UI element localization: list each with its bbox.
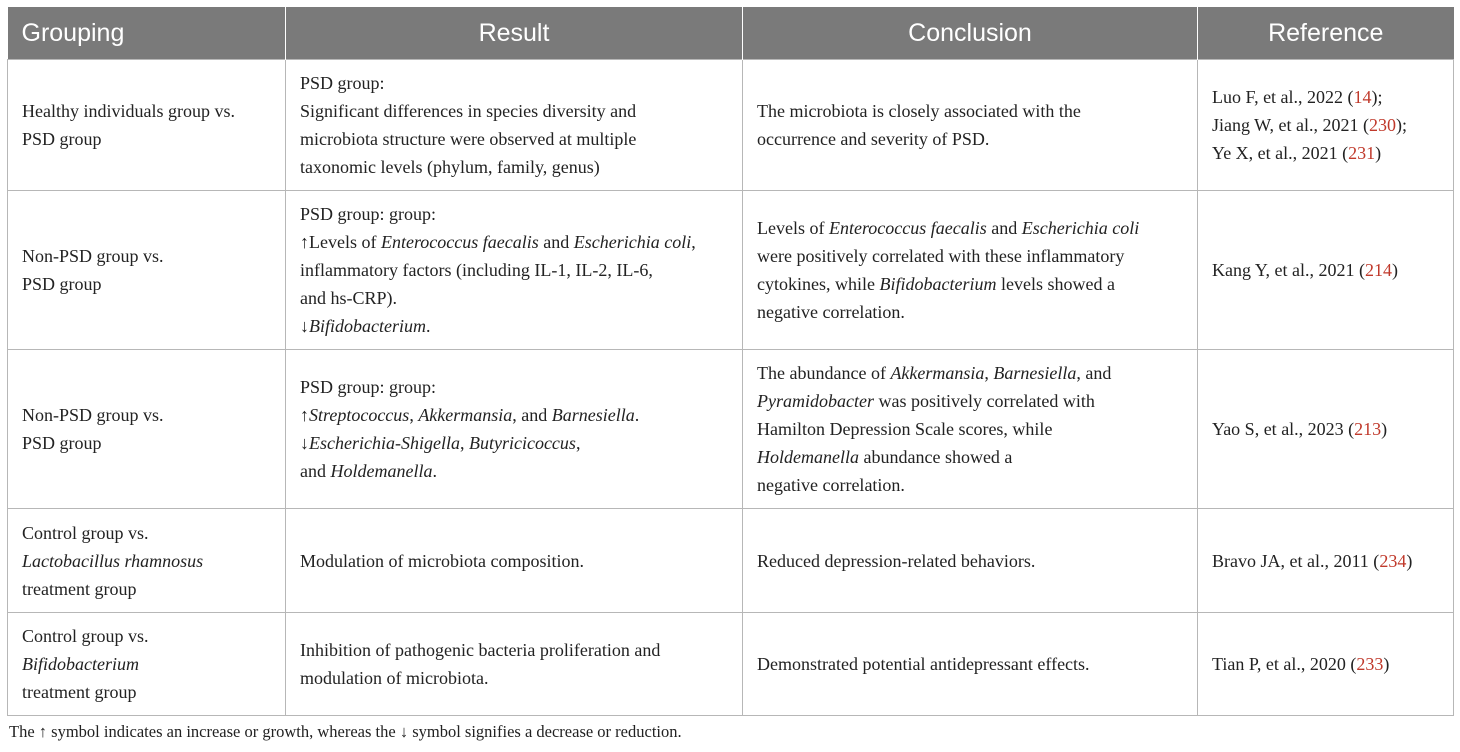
text-segment: ); <box>1371 87 1383 107</box>
cell-line <box>757 359 1185 387</box>
cell-line <box>22 519 273 547</box>
text-segment: The abundance of <box>757 363 891 383</box>
text-segment: PSD group <box>22 274 102 294</box>
text-segment: ) <box>1375 143 1382 163</box>
italic-taxon: Escherichia-Shigella <box>309 433 460 453</box>
cell-grouping <box>8 350 286 509</box>
text-segment: cytokines, while <box>757 274 880 294</box>
cell-conclusion <box>743 60 1198 191</box>
text-segment: Demonstrated potential antidepressant effects. <box>757 654 1090 674</box>
cell-result <box>286 613 743 716</box>
header-row <box>8 7 1454 60</box>
text-segment: Jiang W, et al., 2021 ( <box>1212 115 1369 135</box>
cell-line <box>1212 256 1441 284</box>
text-segment: ↓ <box>300 316 309 336</box>
text-segment: Kang Y, et al., 2021 ( <box>1212 260 1365 280</box>
table-row <box>8 191 1454 350</box>
cell-grouping <box>8 191 286 350</box>
cell-reference <box>1198 509 1454 613</box>
cell-line <box>22 547 273 575</box>
table-row <box>8 350 1454 509</box>
cell-line <box>757 298 1185 326</box>
text-segment: PSD group: group: <box>300 377 437 397</box>
text-segment: Non-PSD group vs. <box>22 405 164 425</box>
reference-number-link[interactable]: 14 <box>1353 87 1372 107</box>
cell-line <box>300 312 730 340</box>
text-segment: modulation of microbiota. <box>300 668 489 688</box>
italic-taxon: Enterococcus faecalis <box>828 218 987 238</box>
text-segment: inflammatory factors (including IL-1, IL-2, IL-6, <box>300 260 653 280</box>
table-row <box>8 509 1454 613</box>
italic-taxon: Bifidobacterium <box>309 316 426 336</box>
italic-taxon: Streptococcus <box>309 405 410 425</box>
cell-reference <box>1198 191 1454 350</box>
text-segment: levels showed a <box>996 274 1115 294</box>
text-segment: negative correlation. <box>757 475 905 495</box>
header-grouping: Grouping <box>8 7 286 60</box>
italic-taxon: Holdemanella <box>330 461 433 481</box>
cell-line <box>300 429 730 457</box>
text-segment: negative correlation. <box>757 302 905 322</box>
cell-line <box>22 125 273 153</box>
cell-conclusion <box>743 613 1198 716</box>
cell-line <box>300 373 730 401</box>
text-segment: PSD group <box>22 433 102 453</box>
text-segment: and <box>300 461 331 481</box>
italic-taxon: Bifidobacterium <box>879 274 997 294</box>
text-segment: treatment group <box>22 578 137 599</box>
text-segment: PSD group: <box>300 73 385 93</box>
text-segment: were positively correlated with these inflammatory <box>757 246 1125 266</box>
text-segment: Yao S, et al., 2023 ( <box>1212 419 1355 439</box>
cell-line <box>757 471 1185 499</box>
text-segment: and hs-CRP). <box>300 288 398 308</box>
cell-line <box>757 97 1185 125</box>
italic-taxon: Lactobacillus rhamnosus <box>22 550 204 571</box>
text-segment: , <box>459 433 469 453</box>
cell-line <box>22 429 273 457</box>
text-segment: Significant differences in species diversity and <box>300 101 637 121</box>
cell-line <box>300 401 730 429</box>
cell-line <box>1212 83 1441 111</box>
header-reference: Reference <box>1198 7 1454 60</box>
header-conclusion: Conclusion <box>743 7 1198 60</box>
italic-taxon: Butyricicoccus <box>468 433 576 453</box>
italic-taxon: Escherichia coli <box>1021 218 1140 238</box>
text-segment: Healthy individuals group vs. <box>22 101 235 121</box>
italic-taxon: Barnesiella <box>551 405 635 425</box>
text-segment: The microbiota is closely associated with the <box>757 101 1081 121</box>
reference-number-link[interactable]: 233 <box>1356 654 1384 674</box>
text-segment: and <box>986 218 1022 238</box>
italic-taxon: Barnesiella <box>993 363 1077 383</box>
text-segment: Control group vs. <box>22 626 149 646</box>
text-segment: Tian P, et al., 2020 ( <box>1212 654 1357 674</box>
text-segment: . <box>634 405 640 425</box>
cell-result <box>286 191 743 350</box>
cell-line <box>22 242 273 270</box>
cell-result <box>286 509 743 613</box>
cell-line <box>757 650 1185 678</box>
cell-line <box>300 547 730 575</box>
cell-line <box>757 547 1185 575</box>
text-segment: , <box>691 232 696 252</box>
text-segment: , <box>409 405 419 425</box>
cell-line <box>22 650 273 678</box>
cell-result <box>286 350 743 509</box>
text-segment: , <box>575 433 581 453</box>
text-segment: PSD group: group: <box>300 204 437 224</box>
cell-line <box>300 69 730 97</box>
text-segment: Modulation of microbiota composition. <box>300 550 584 571</box>
italic-taxon: Akkermansia <box>418 405 513 425</box>
text-segment: taxonomic levels (phylum, family, genus) <box>300 157 600 177</box>
text-segment: . <box>425 316 431 336</box>
text-segment: abundance showed a <box>858 447 1013 467</box>
cell-line <box>22 622 273 650</box>
cell-line <box>757 214 1185 242</box>
text-segment: microbiota structure were observed at multiple <box>300 129 637 149</box>
cell-line <box>1212 139 1441 167</box>
reference-number-link[interactable]: 231 <box>1348 143 1376 163</box>
cell-line <box>1212 415 1441 443</box>
data-table <box>7 7 1454 716</box>
cell-grouping <box>8 509 286 613</box>
text-segment: Levels of <box>757 218 829 238</box>
text-segment: ); <box>1395 115 1407 135</box>
text-segment: , <box>984 363 994 383</box>
cell-line <box>300 457 730 485</box>
cell-line <box>22 270 273 298</box>
italic-taxon: Akkermansia <box>890 363 985 383</box>
cell-result <box>286 60 743 191</box>
header-result: Result <box>286 7 743 60</box>
cell-conclusion <box>743 509 1198 613</box>
italic-taxon: Bifidobacterium <box>22 654 139 674</box>
cell-grouping <box>8 613 286 716</box>
cell-line <box>22 401 273 429</box>
text-segment: PSD group <box>22 129 102 149</box>
text-segment: ↑ <box>300 405 309 425</box>
reference-number-link[interactable]: 234 <box>1379 550 1407 571</box>
reference-number-link[interactable]: 230 <box>1368 115 1396 135</box>
text-segment: Bravo JA, et al., 2011 ( <box>1212 550 1380 571</box>
text-segment: Non-PSD group vs. <box>22 246 164 266</box>
italic-taxon: Holdemanella <box>757 447 859 467</box>
cell-line <box>22 575 273 603</box>
text-segment: , and <box>1076 363 1112 383</box>
italic-taxon: Enterococcus faecalis <box>380 232 539 252</box>
cell-reference <box>1198 613 1454 716</box>
text-segment: ) <box>1406 550 1413 571</box>
reference-number-link[interactable]: 213 <box>1354 419 1382 439</box>
cell-line <box>757 443 1185 471</box>
text-segment: Control group vs. <box>22 522 149 543</box>
table-row <box>8 60 1454 191</box>
cell-line <box>757 415 1185 443</box>
text-segment: . <box>432 461 437 481</box>
cell-line <box>1212 547 1441 575</box>
text-segment: , and <box>512 405 552 425</box>
cell-reference <box>1198 350 1454 509</box>
cell-grouping <box>8 60 286 191</box>
text-segment: Luo F, et al., 2022 ( <box>1212 87 1354 107</box>
text-segment: ) <box>1383 654 1390 674</box>
text-segment: ) <box>1391 260 1398 280</box>
cell-line <box>300 125 730 153</box>
cell-line <box>1212 111 1441 139</box>
cell-line <box>300 284 730 312</box>
table-row <box>8 613 1454 716</box>
footnote: The ↑ symbol indicates an increase or growth, whereas the ↓ symbol signifies a decrease or reduction. <box>9 722 682 741</box>
cell-line <box>757 270 1185 298</box>
text-segment: ↓ <box>300 433 309 453</box>
text-segment: occurrence and severity of PSD. <box>757 129 990 149</box>
text-segment: Hamilton Depression Scale scores, while <box>757 419 1053 439</box>
text-segment: and <box>538 232 574 252</box>
reference-number-link[interactable]: 214 <box>1364 260 1392 280</box>
text-segment: ↑Levels of <box>300 232 381 252</box>
cell-line <box>1212 650 1441 678</box>
text-segment: treatment group <box>22 682 137 702</box>
cell-line <box>300 200 730 228</box>
text-segment: Ye X, et al., 2021 ( <box>1212 143 1349 163</box>
italic-taxon: Escherichia coli <box>573 232 692 252</box>
text-segment: Reduced depression-related behaviors. <box>757 550 1036 571</box>
cell-line <box>300 153 730 181</box>
cell-line <box>300 97 730 125</box>
cell-line <box>300 256 730 284</box>
cell-line <box>22 97 273 125</box>
italic-taxon: Pyramidobacter <box>757 391 874 411</box>
cell-line <box>757 387 1185 415</box>
cell-line <box>300 228 730 256</box>
text-segment: Inhibition of pathogenic bacteria proliferation and <box>300 640 661 660</box>
cell-reference <box>1198 60 1454 191</box>
text-segment: ) <box>1381 419 1388 439</box>
cell-conclusion <box>743 191 1198 350</box>
cell-line <box>757 125 1185 153</box>
cell-line <box>300 664 730 692</box>
cell-line <box>757 242 1185 270</box>
text-segment: was positively correlated with <box>873 391 1095 411</box>
cell-conclusion <box>743 350 1198 509</box>
cell-line <box>22 678 273 706</box>
cell-line <box>300 636 730 664</box>
